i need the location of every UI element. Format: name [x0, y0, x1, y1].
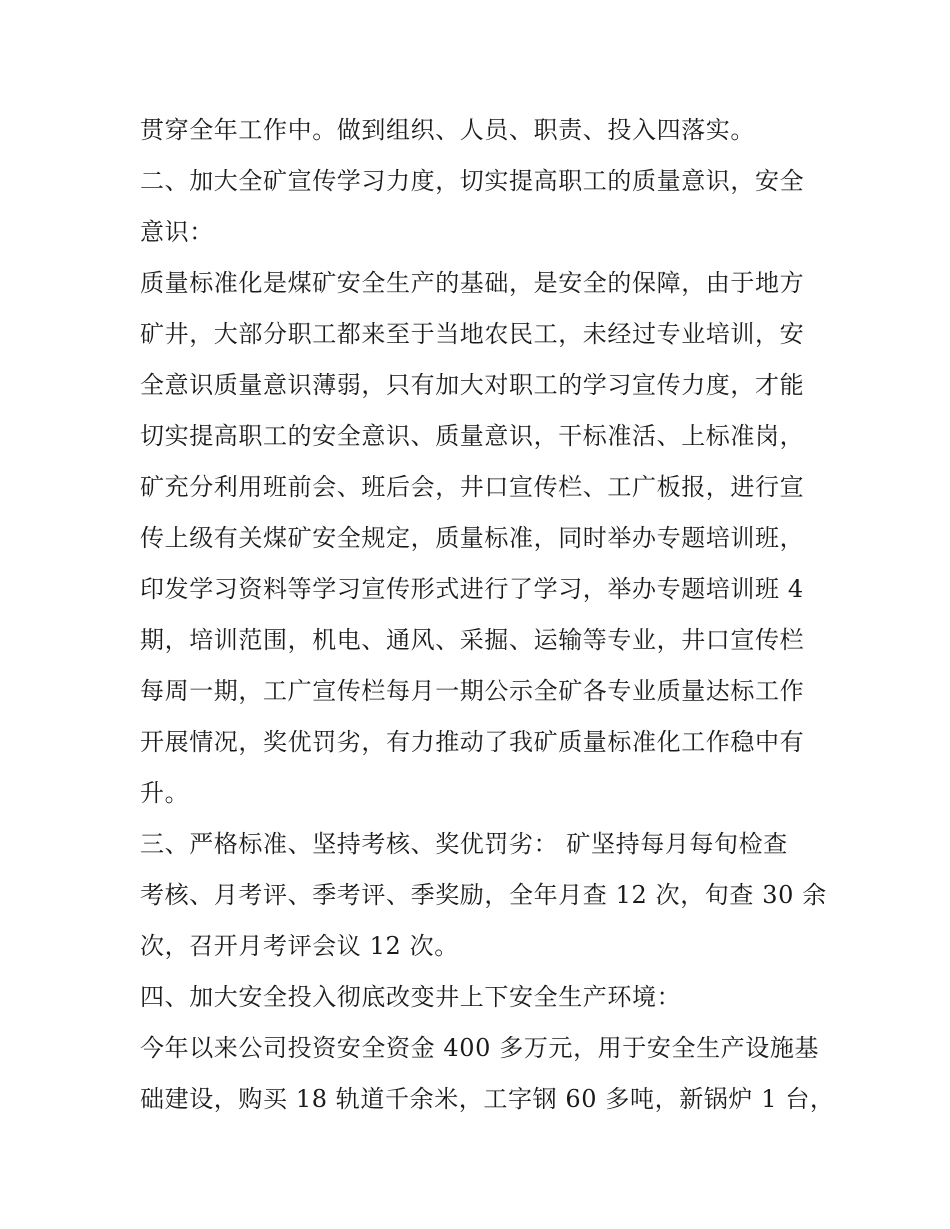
text-line: 传上级有关煤矿安全规定，质量标准，同时举办专题培训班，: [140, 524, 805, 552]
section-heading-line: 三、严格标准、坚持考核、奖优罚劣： 矿坚持每月每旬检查: [140, 830, 788, 858]
text-line: 印发学习资料等学习宣传形式进行了学习，举办专题培训班 4: [140, 575, 804, 603]
text-line: 升。: [140, 779, 190, 807]
text-line: 贯穿全年工作中。做到组织、人员、职责、投入四落实。: [140, 116, 755, 144]
text-line: 期，培训范围，机电、通风、采掘、运输等专业，井口宣传栏: [140, 626, 805, 654]
text-line: 开展情况，奖优罚劣，有力推动了我矿质量标准化工作稳中有: [140, 728, 805, 756]
text-line: 考核、月考评、季考评、季奖励，全年月查 12 次，旬查 30 余: [140, 881, 827, 909]
text-line: 础建设，购买 18 轨道千余米，工字钢 60 多吨，新锅炉 1 台，: [140, 1085, 835, 1113]
text-line: 今年以来公司投资安全资金 400 多万元，用于安全生产设施基: [140, 1034, 820, 1062]
text-line: 次，召开月考评会议 12 次。: [140, 932, 459, 960]
text-line: 矿充分利用班前会、班后会，井口宣传栏、工广板报，进行宣: [140, 473, 805, 501]
text-line: 每周一期，工广宣传栏每月一期公示全矿各专业质量达标工作: [140, 677, 805, 705]
section-heading-line: 二、加大全矿宣传学习力度，切实提高职工的质量意识，安全: [140, 167, 805, 195]
text-line: 全意识质量意识薄弱，只有加大对职工的学习宣传力度，才能: [140, 371, 805, 399]
text-line: 质量标准化是煤矿安全生产的基础，是安全的保障，由于地方: [140, 269, 805, 297]
section-heading-line: 四、加大安全投入彻底改变井上下安全生产环境：: [140, 983, 682, 1011]
text-line: 切实提高职工的安全意识、质量意识，干标准活、上标准岗，: [140, 422, 805, 450]
document-body: [140, 105, 835, 1125]
section-heading-line: 意识：: [140, 218, 214, 246]
text-line: 矿井，大部分职工都来至于当地农民工，未经过专业培训，安: [140, 320, 805, 348]
